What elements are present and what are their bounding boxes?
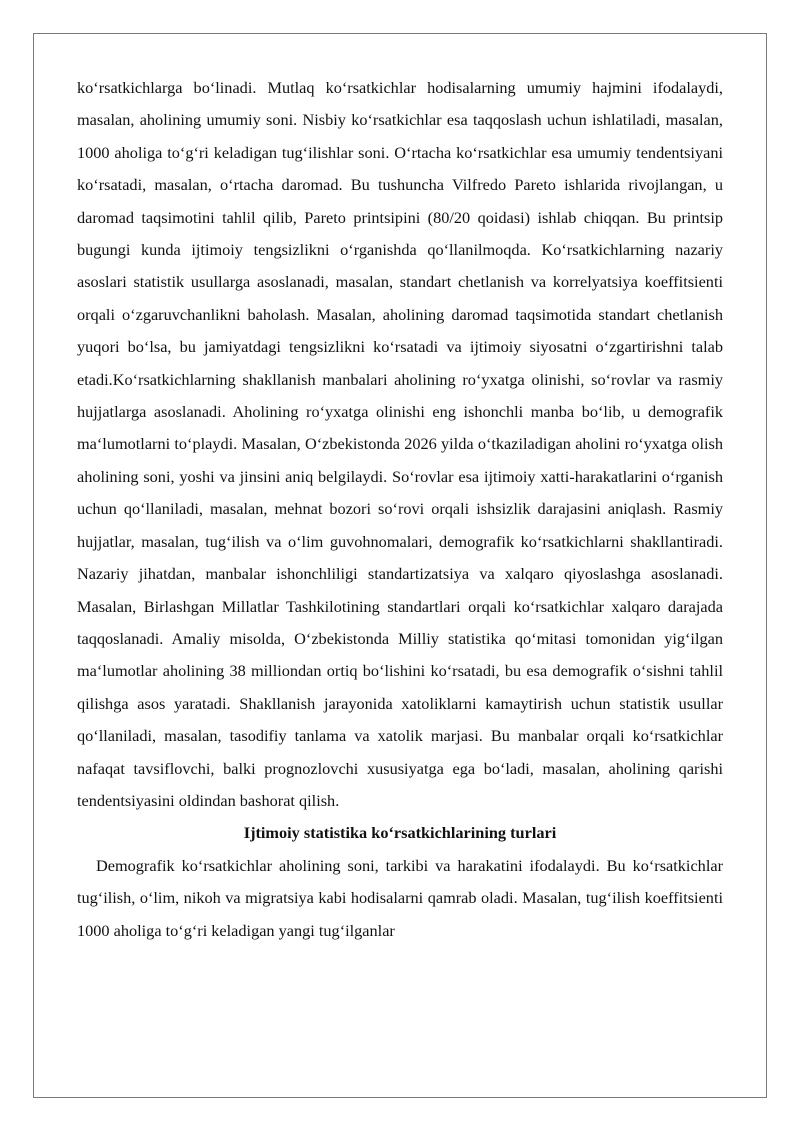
body-paragraph-continued: Demografik ko‘rsatkichlar aholining soni, tarkibi va harakatini ifodalaydi. Bu ko‘rsatkichlar tug‘ilish, o‘lim, nikoh va migratsiya kabi hodisalarni qamrab oladi. Masalan, tug‘ilish koeffitsienti 1000 aholiga to‘g‘ri keladigan yangi tug‘ilganlar	[77, 855, 723, 940]
document-body	[77, 72, 723, 947]
body-paragraph: ko‘rsatkichlarga bo‘linadi. Mutlaq ko‘rsatkichlar hodisalarning umumiy hajmini ifodalaydi, masalan, aholining umumiy soni. Nisbiy ko‘rsatkichlar esa taqqoslash uchun ishlatiladi, masalan, 1000 aholiga to‘g‘ri keladigan tug‘ilishlar soni. O‘rtacha ko‘rsatkichlar esa umumiy tendentsiyani ko‘rsatadi, masalan, o‘rtacha daromad. Bu tushuncha Vilfredo Pareto ishlarida rivojlangan, u daromad taqsimotini tahlil qilib, Pareto printsipini (80/20 qoidasi) ishlab chiqqan. Bu printsip bugungi kunda ijtimoiy tengsizlikni o‘rganishda qo‘llanilmoqda. Ko‘rsatkichlarning nazariy asoslari statistik usullarga asoslanadi, masalan, standart chetlanish va korrelyatsiya koeffitsienti orqali o‘zgaruvchanlikni baholash. Masalan, aholining daromad taqsimotida standart chetlanish yuqori bo‘lsa, bu jamiyatdagi tengsizlikni ko‘rsatadi va ijtimoiy siyosatni o‘zgartirishni talab etadi.Ko‘rsatkichlarning shakllanish manbalari aholining ro‘yxatga olinishi, so‘rovlar va rasmiy hujjatlarga asoslanadi. Aholining ro‘yxatga olinishi eng ishonchli manba bo‘lib, u demografik ma‘lumotlarni to‘playdi. Masalan, O‘zbekistonda 2026 yilda o‘tkaziladigan aholini ro‘yxatga olish aholining soni, yoshi va jinsini aniq belgilaydi. So‘rovlar esa ijtimoiy xatti-harakatlarini o‘rganish uchun qo‘llaniladi, masalan, mehnat bozori so‘rovi orqali ishsizlik darajasini aniqlash. Rasmiy hujjatlar, masalan, tug‘ilish va o‘lim guvohnomalari, demografik ko‘rsatkichlarni shakllantiradi. Nazariy jihatdan, manbalar ishonchliligi standartizatsiya va xalqaro qiyoslashga asoslanadi. Masalan, Birlashgan Millatlar Tashkilotining standartlari orqali ko‘rsatkichlar xalqaro darajada taqqoslanadi. Amaliy misolda, O‘zbekistonda Milliy statistika qo‘mitasi tomonidan yig‘ilgan ma‘lumotlar aholining 38 milliondan ortiq bo‘lishini ko‘rsatadi, bu esa demografik o‘sishni tahlil qilishga asos yaratadi. Shakllanish jarayonida xatoliklarni kamaytirish uchun statistik usullar qo‘llaniladi, masalan, tasodifiy tanlama va xatolik marjasi. Bu manbalar orqali ko‘rsatkichlar nafaqat tavsiflovchi, balki prognozlovchi xususiyatga ega bo‘ladi, masalan, aholining qarishi tendentsiyasini oldindan bashorat qilish.	[77, 78, 723, 810]
section-heading: Ijtimoiy statistika ko‘rsatkichlarining turlari	[243, 823, 557, 843]
